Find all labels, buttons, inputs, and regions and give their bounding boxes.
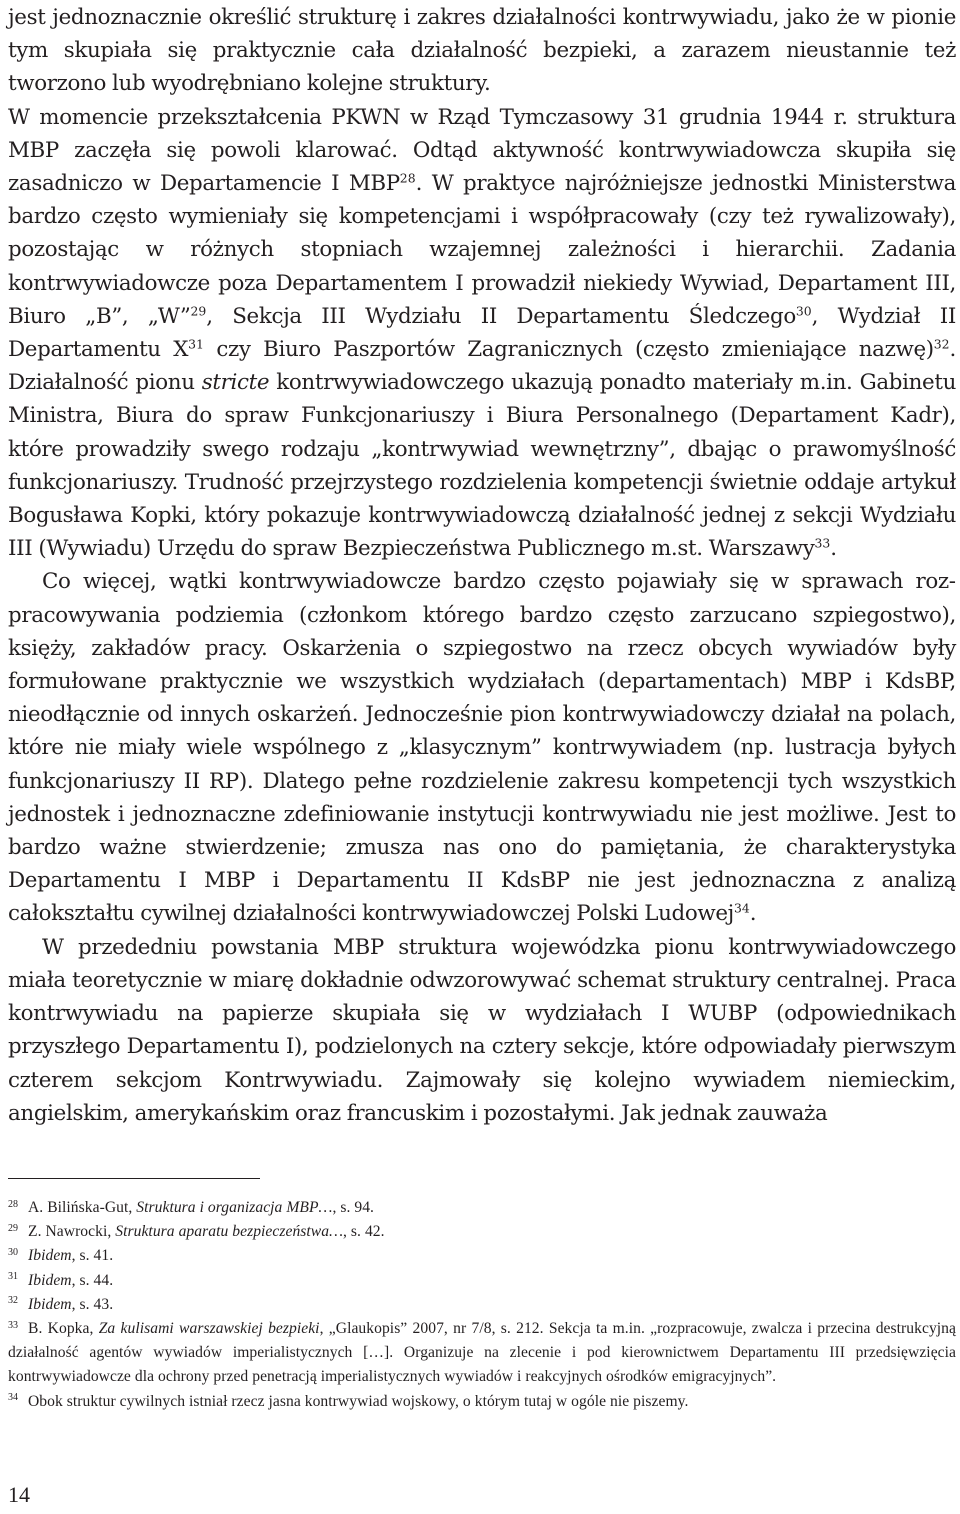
footnote-separator — [8, 1178, 260, 1179]
footnotes — [8, 1196, 956, 1414]
page-number: 14 — [8, 1482, 30, 1507]
footnote-ref: 29 — [190, 303, 207, 319]
italic-text: Ibidem — [28, 1295, 72, 1313]
text-run: A. Bilińska-Gut, — [28, 1199, 137, 1216]
paragraph — [8, 931, 956, 1130]
text-run: , Sekcja III Wydziału II Departamentu Śledczego — [206, 303, 796, 329]
italic-text: Struktura i organizacja MBP… — [136, 1199, 333, 1216]
italic-text: stricte — [201, 370, 270, 396]
footnote-ref: 30 — [795, 303, 812, 319]
text-run: Obok struktur cywilnych istniał rzecz jasna kontrwywiad wojskowy, o którym tutaj w ogóle nie piszemy. — [28, 1392, 689, 1410]
footnote-31: 31 Ibidem, s. 44. — [8, 1271, 114, 1289]
paragraph — [8, 565, 956, 930]
text-run: W przededniu powstania MBP struktura wojewódzka pionu kontrwywiadowczego miała teoretycznie w miarę dokładnie odwzorowywać schemat struktury centralnej. Praca kontrwywiadu na papierze skupiała się w wydziałach I WUBP (odpowiednikach przyszłego Departamentu I), podzielonych na cztery sekcje, które odpowiadały pierwszym czterem sekcjom Kontrwywiadu. Zajmowały się kolejno wywiadem niemieckim, angielskim, amerykańskim oraz francuskim i pozostałymi. Jak jednak zauważa — [8, 934, 956, 1126]
italic-text: Ibidem — [28, 1271, 72, 1289]
footnote-28: 28 A. Bilińska-Gut, Struktura i organizacja MBP…, s. 94. — [8, 1198, 375, 1216]
footnote-ref: 32 — [933, 336, 950, 352]
document-page — [8, 0, 956, 1514]
text-run: Z. Nawrocki, — [28, 1223, 116, 1241]
footnote-34: 34 Obok struktur cywilnych istniał rzecz jasna kontrwywiad wojskowy, o którym tutaj w ogóle nie piszemy. — [8, 1392, 689, 1410]
italic-text: Ibidem — [28, 1247, 72, 1265]
footnote-32: 32 Ibidem, s. 43. — [8, 1295, 114, 1313]
text-run: , s. 43. — [71, 1295, 114, 1313]
text-run: W momencie przekształcenia PKWN w Rząd Tymczasowy 31 grudnia 1944 r. struktura MBP zaczęła się powoli klarować. Odtąd aktywność kontrwywiadowcza skupiła się zasadniczo w Departamencie I MBP — [8, 104, 956, 197]
paragraph — [8, 1, 956, 101]
text-run: Co więcej, wątki kontrwywiadowcze bardzo często pojawiały się w sprawach rozpracowywania podziemia (członkom którego bardzo często zarzucano szpiegostwo), księży, zakładów pracy. Oskarżenia o szpiegostwo na rzecz obcych wywiadów były formułowane praktycznie we wszystkich wydziałach (departamentach) MBP i KdsBP, nieodłącznie od innych oskarżeń. Jednocześnie pion kontrwywiadowczy działał na polach, które nie miały wiele wspólnego z „klasycznym” kontrwywiadem (np. lustracja byłych funkcjonariuszy II RP). Dlatego pełne rozdzielenie zakresu kompetencji tych wszystkich jednostek i jednoznaczne zdefiniowanie instytucji kontrwywiadu nie jest możliwe. Jest to bardzo ważne stwierdzenie; zmusza nas ono do pamiętania, że charakterystyka Departamentu I MBP i Departamentu II KdsBP nie jest jednoznaczna z analizą całokształtu cywilnej działalności kontrwywiadowczej Polski Ludowej — [8, 569, 956, 927]
footnote-ref: 34 — [733, 900, 750, 916]
text-run: . W praktyce najróżniejsze jednostki Ministerstwa bardzo często wymieniały się kompetencjami i współpracowały (czy też rywalizowały), pozostając w różnych stopniach wzajemnej zależności i hierarchii. Zadania kontrwywiadowcze poza Departamentem I prowadził niekiedy Wywiad, Departament III, Biuro „B”, „W” — [8, 171, 956, 329]
text-run: . Działalność pionu — [8, 337, 956, 396]
main-text — [8, 0, 956, 1130]
footnote-33: 33 B. Kopka, Za kulisami warszawskiej bezpieki, „Glaukopis” 2007, nr 7/8, s. 212. Sekcja ta m.in. „rozpracowuje, zwalcza i przecina destrukcyjną działalność agentów wywiadów imperialistycznych […]. Organizuje na zlecenie i pod kierownictwem Departamentu III przedsięwzięcia kontrwywiadowcze dla ochrony przed penetracją imperialistycznych wywiadów i reakcyjnych ośrodków emigracyjnych”. — [8, 1319, 956, 1386]
text-run: , s. 42. — [343, 1223, 385, 1241]
text-run: , s. 41. — [71, 1247, 114, 1265]
footnote-ref: 33 — [814, 535, 831, 551]
paragraph — [8, 101, 956, 566]
text-run: , s. 94. — [332, 1199, 375, 1216]
footnote-ref: 31 — [188, 336, 204, 352]
italic-text: Struktura aparatu bezpieczeństwa… — [115, 1223, 344, 1241]
italic-text: Za kulisami warszawskiej bezpieki — [98, 1320, 320, 1338]
footnote-29: 29 Z. Nawrocki, Struktura aparatu bezpieczeństwa…, s. 42. — [8, 1222, 385, 1241]
text-run: , s. 44. — [71, 1271, 114, 1289]
text-run: czy Biuro Paszportów Zagranicznych (często zmieniające nazwę) — [203, 337, 934, 363]
text-run: kontrwywiadowczego ukazują ponadto materiały m.in. Gabinetu Ministra, Biura do spraw Funkcjonariuszy i Biura Personalnego (Departament Kadr), które prowadziły swego rodzaju „kontrwywiad wewnętrzny”, dbając o prawomyślność funkcjonariuszy. Trudność przejrzystego rozdzielenia kompetencji świetnie oddaje artykuł Bogusława Kopki, który pokazuje kontrwywiadowczą działalność jednej z sekcji Wydziału III (Wywiadu) Urzędu do spraw Bezpieczeństwa Publicznego m.st. Warszawy — [8, 370, 956, 562]
footnote-ref: 28 — [399, 170, 416, 186]
text-run: , Wydział II Departamentu X — [8, 303, 956, 363]
text-run: . — [830, 536, 837, 562]
text-run: jest jednoznacznie określić strukturę i zakres działalności kontrwywiadu, jako że w pionie tym skupiała się praktycznie cała działalność bezpieki, a zarazem nieustannie też tworzono lub wyodrębniano kolejne struktury. — [8, 5, 956, 97]
text-run: , „Glaukopis” 2007, nr 7/8, s. 212. Sekcja ta m.in. „rozpracowuje, zwalcza i przecina destrukcyjną działalność agentów wywiadów imperialistycznych […]. Organizuje na zlecenie i pod kierownictwem Departamentu III przedsięwzięcia kontrwywiadowcze dla ochrony przed penetracją imperialistycznych wywiadów i reakcyjnych ośrodków emigracyjnych”. — [8, 1320, 956, 1386]
footnote-30: 30 Ibidem, s. 41. — [8, 1246, 114, 1265]
text-run: B. Kopka, — [28, 1320, 99, 1338]
text-run: . — [749, 901, 757, 927]
